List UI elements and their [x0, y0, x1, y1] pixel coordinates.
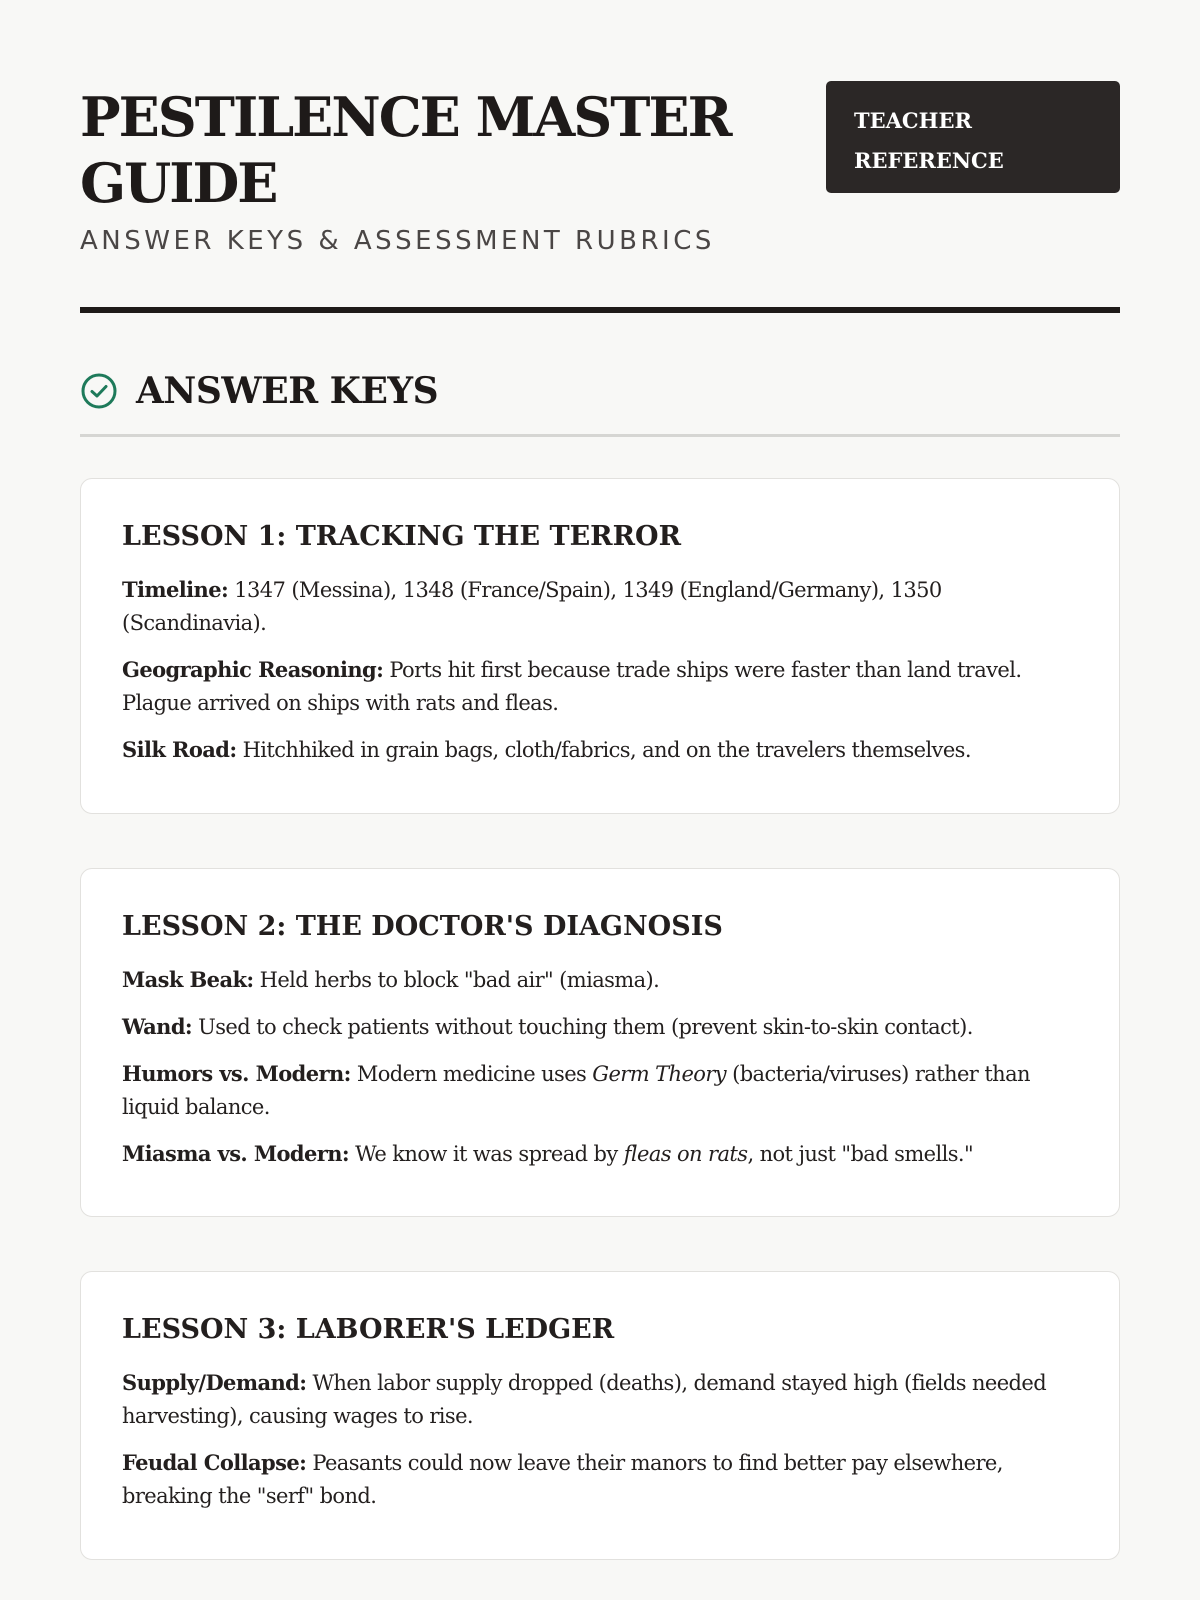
- answer-label: Humors vs. Modern:: [122, 1061, 351, 1086]
- lesson-card: [80, 1271, 1120, 1560]
- answer-item: [122, 963, 1078, 997]
- answer-label: Silk Road:: [122, 737, 237, 762]
- section-title: ANSWER KEYS: [136, 370, 439, 412]
- answer-label: Timeline:: [122, 577, 229, 602]
- check-circle-icon: [80, 372, 118, 410]
- lesson-card: [80, 478, 1120, 814]
- section-divider: [80, 434, 1120, 437]
- lesson-title: LESSON 1: TRACKING THE TERROR: [122, 521, 682, 552]
- answer-label: Supply/Demand:: [122, 1370, 307, 1395]
- answer-text: Peasants could now leave their manors to find better pay elsewhere, breaking the "serf" bond.: [122, 1451, 1003, 1508]
- answer-keys-heading: [80, 370, 1120, 412]
- teacher-reference-badge: TEACHER REFERENCE: [826, 81, 1120, 193]
- lesson-card: [80, 868, 1120, 1217]
- answer-text: Held herbs to block "bad air" (miasma).: [259, 968, 660, 992]
- answer-item: [122, 1057, 1078, 1124]
- answer-text: Modern medicine uses: [356, 1062, 587, 1086]
- answer-emphasis: fleas on rats: [623, 1142, 748, 1166]
- answer-label: Geographic Reasoning:: [122, 657, 384, 682]
- answer-text: 1347 (Messina), 1348 (France/Spain), 1349 (England/Germany), 1350 (Scandinavia).: [122, 578, 942, 635]
- answer-text: Hitchhiked in grain bags, cloth/fabrics, and on the travelers themselves.: [242, 738, 971, 762]
- answer-label: Miasma vs. Modern:: [122, 1141, 350, 1166]
- page-title: PESTILENCE MASTER GUIDE: [80, 85, 731, 215]
- answer-text: Used to check patients without touching them (prevent skin-to-skin contact).: [198, 1015, 973, 1039]
- answer-text: Ports hit first because trade ships were faster than land travel. Plague arrived on ships with rats and fleas.: [122, 658, 1022, 715]
- answer-item: [122, 573, 1078, 640]
- answer-emphasis: Germ Theory: [592, 1062, 727, 1086]
- answer-text: When labor supply dropped (deaths), demand stayed high (fields needed harvesting), causing wages to rise.: [122, 1371, 1047, 1428]
- answer-item: [122, 1446, 1078, 1513]
- answer-text: (bacteria/viruses) rather than liquid balance.: [122, 1062, 1030, 1119]
- answer-text: We know it was spread by: [355, 1142, 618, 1166]
- lesson-title: LESSON 3: LABORER'S LEDGER: [122, 1314, 615, 1345]
- page-subtitle: ANSWER KEYS & ASSESSMENT RUBRICS: [80, 226, 715, 256]
- header-divider: [80, 307, 1120, 313]
- answer-label: Mask Beak:: [122, 967, 254, 992]
- lesson-title: LESSON 2: THE DOCTOR'S DIAGNOSIS: [122, 911, 723, 942]
- answer-label: Feudal Collapse:: [122, 1450, 307, 1475]
- answer-item: [122, 1366, 1078, 1433]
- answer-text: , not just "bad smells.": [747, 1142, 973, 1166]
- answer-item: [122, 1137, 1078, 1171]
- answer-item: [122, 653, 1078, 720]
- answer-item: [122, 733, 1078, 767]
- answer-item: [122, 1010, 1078, 1044]
- answer-label: Wand:: [122, 1014, 193, 1039]
